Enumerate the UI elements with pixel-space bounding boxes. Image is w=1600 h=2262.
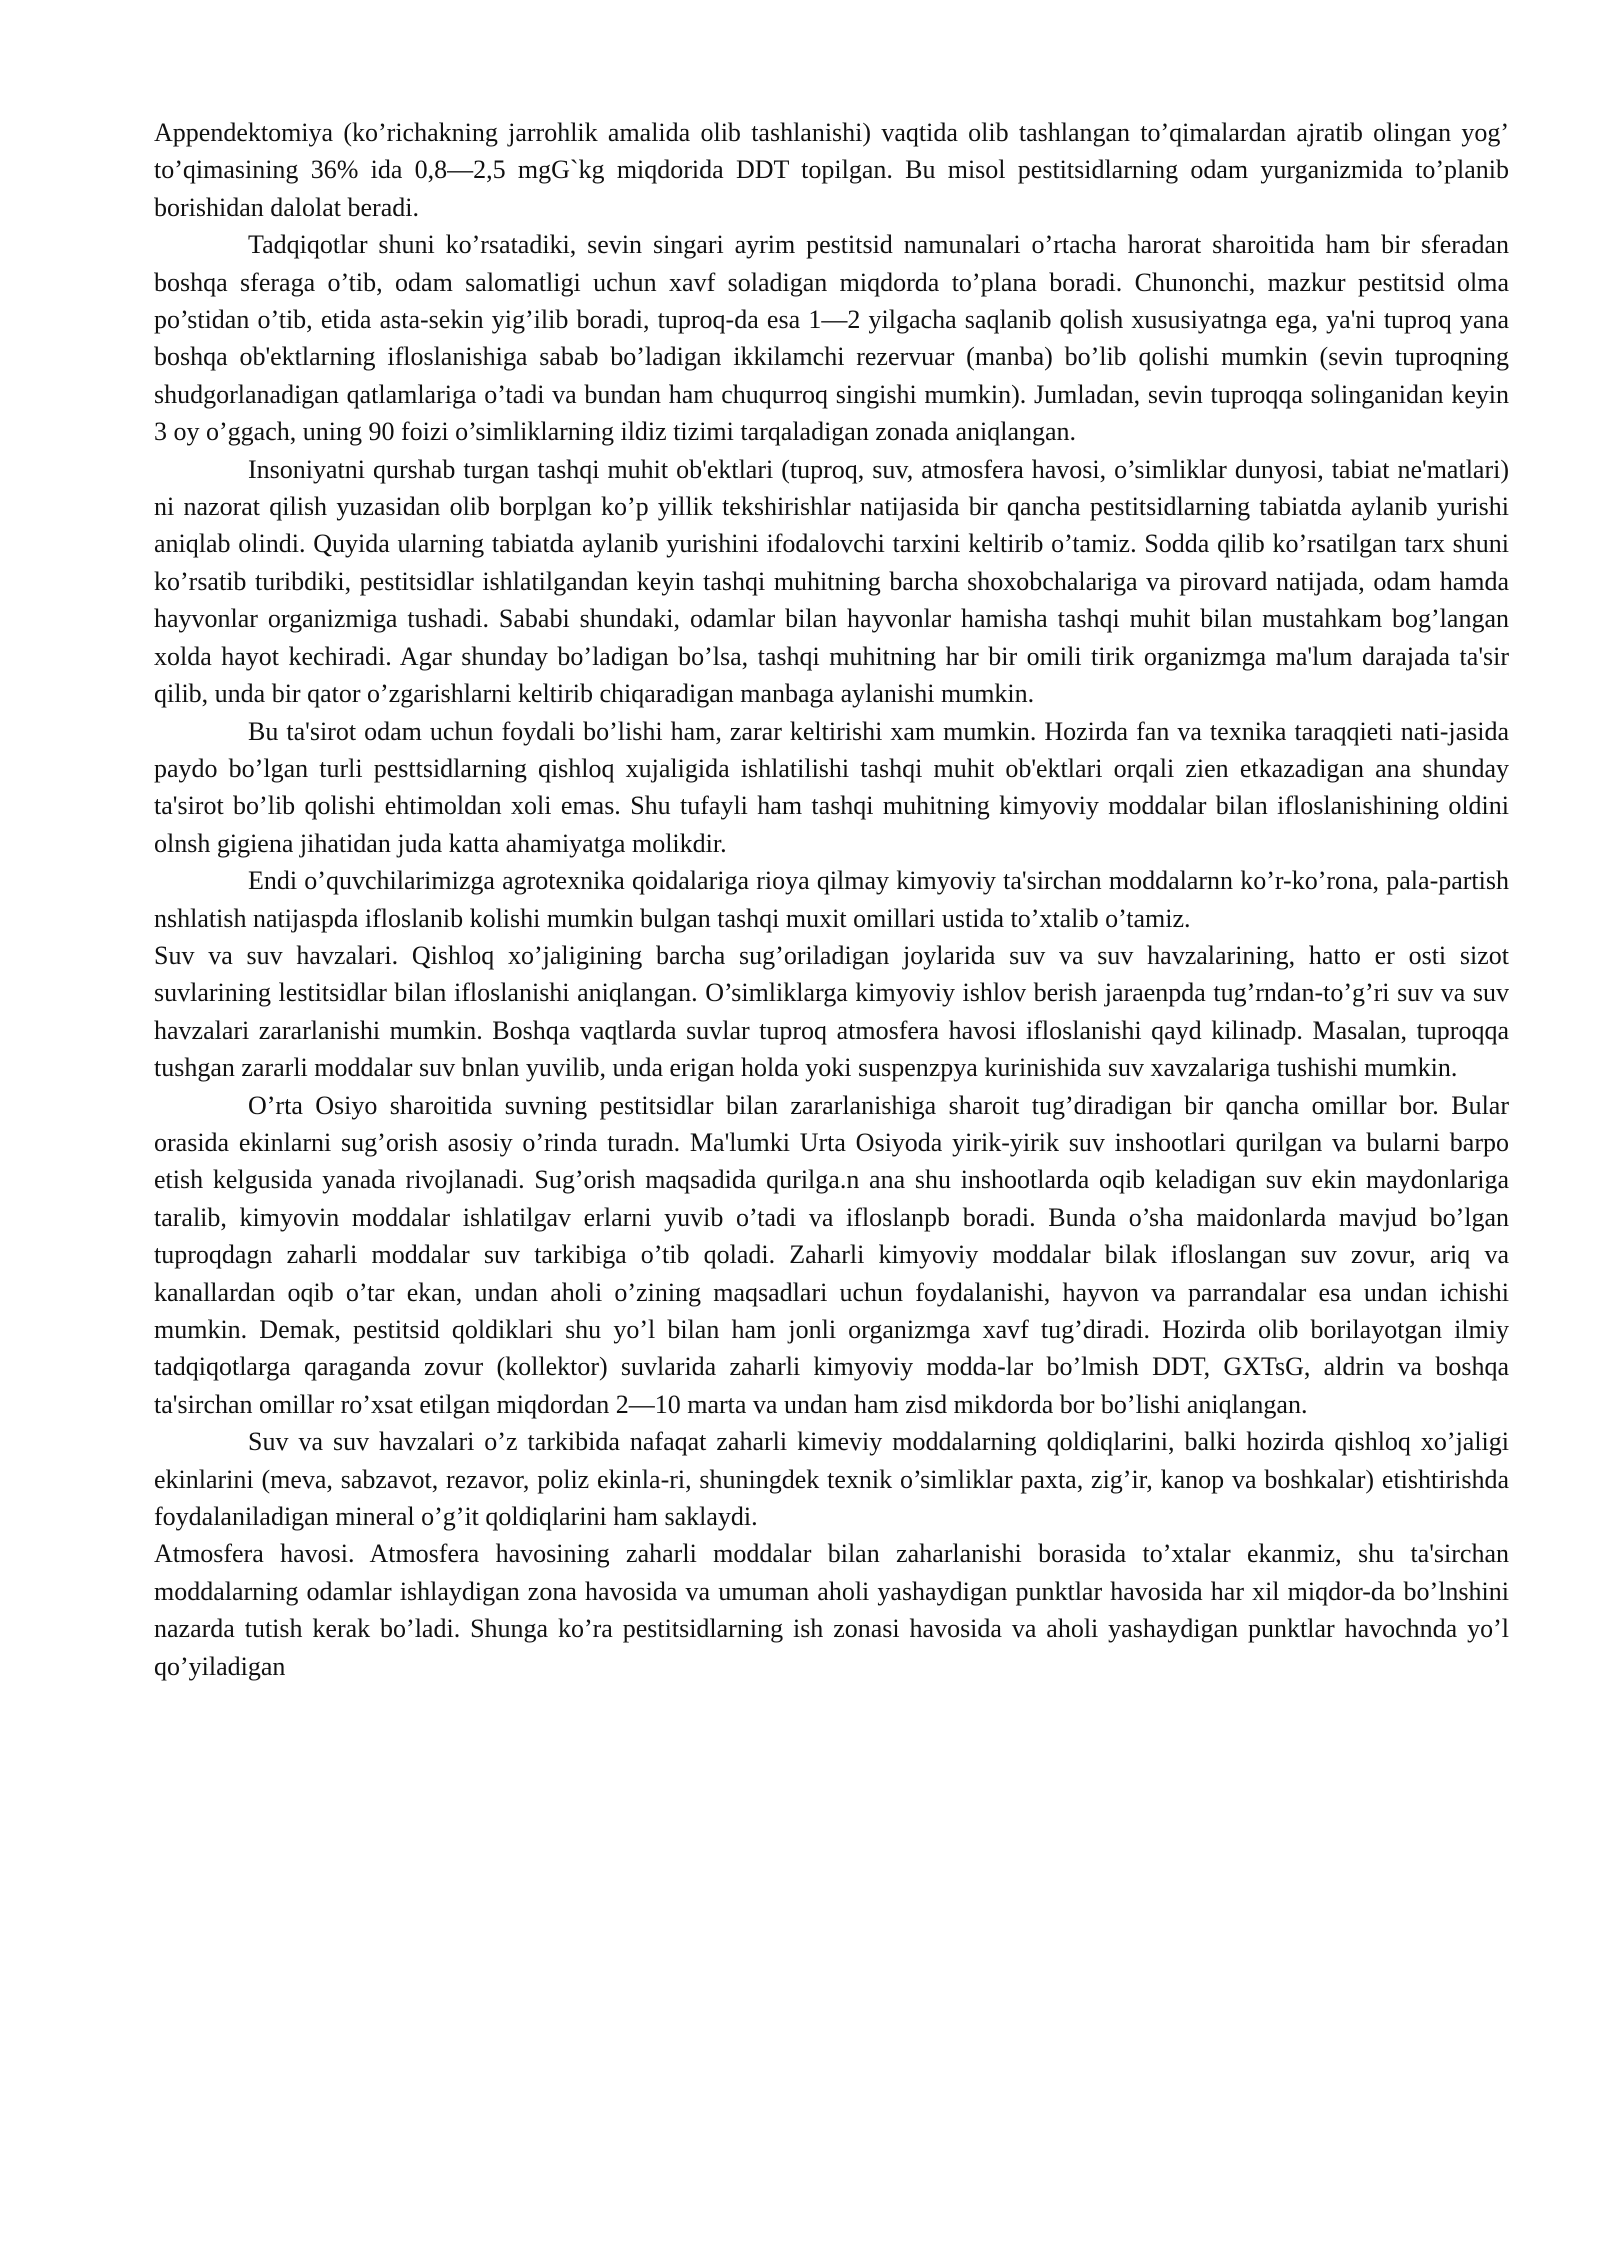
paragraph: Insoniyatni qurshab turgan tashqi muhit ob'ektlari (tuproq, suv, atmosfera havosi, o’simliklar dunyosi, tabiat ne'matlari) ni nazorat qilish yuzasidan olib borplgan ko’p yillik tekshirishlar natijasida bir qancha pestitsidlarning tabiatda aylanib yurishi aniqlab olindi. Quyida ularning tabiatda aylanib yurishini ifodalovchi tarxini keltirib o’tamiz. Sodda qilib ko’rsatilgan tarx shuni ko’rsatib turibdiki, pestitsidlar ishlatilgandan keyin tashqi muhitning barcha shoxobchalariga va pirovard natijada, odam hamda hayvonlar organizmiga tushadi. Sababi shundaki, odamlar bilan hayvonlar hamisha tashqi muhit bilan mustahkam bog’langan xolda hayot kechiradi. Agar shunday bo’ladigan bo’lsa, tashqi muhitning har bir omili tirik organizmga ma'lum darajada ta'sir qilib, unda bir qator o’zgarishlarni keltirib chiqaradigan manbaga aylanishi mumkin.	[154, 454, 1509, 709]
paragraph: Suv va suv havzalari o’z tarkibida nafaqat zaharli kimeviy moddalarning qoldiqlarini, balki hozirda qishloq xo’jaligi ekinlarini (meva, sabzavot, rezavor, poliz ekinla-ri, shuningdek texnik o’simliklar paxta, zig’ir, kanop va boshkalar) etishtirishda foydalaniladigan mineral o’g’it qoldiqlarini ham saklaydi.	[154, 1427, 1509, 1532]
paragraph: Endi o’quvchilarimizga agrotexnika qoidalariga rioya qilmay kimyoviy ta'sirchan moddalarnn ko’r-ko’rona, pala-partish nshlatish natijaspda ifloslanib kolishi mumkin bulgan tashqi muxit omillari ustida to’xtalib o’tamiz.	[154, 866, 1509, 933]
paragraph: Tadqiqotlar shuni ko’rsatadiki, sevin singari ayrim pestitsid namunalari o’rtacha harorat sharoitida ham bir sferadan boshqa sferaga o’tib, odam salomatligi uchun xavf soladigan miqdorda to’plana boradi. Chunonchi, mazkur pestitsid olma po’stidan o’tib, etida asta-sekin yig’ilib boradi, tuproq-da esa 1—2 yilgacha saqlanib qolish xususiyatnga ega, ya'ni tuproq yana boshqa ob'ektlarning ifloslanishiga sabab bo’ladigan ikkilamchi rezervuar (manba) bo’lib qolishi mumkin (sevin tuproqning shudgorlanadigan qatlamlariga o’tadi va bundan ham chuqurroq singishi mumkin). Jumladan, sevin tuproqqa solinganidan keyin 3 oy o’ggach, uning 90 foizi o’simliklarning ildiz tizimi tarqaladigan zonada aniqlangan.	[154, 230, 1509, 447]
paragraph: Appendektomiya (ko’richakning jarrohlik amalida olib tashlanishi) vaqtida olib tashlangan to’qimalardan ajratib olingan yog’ to’qimasining 36% ida 0,8—2,5 mgG`kg miqdorida DDT topilgan. Bu misol pestitsidlarning odam yurganizmida to’planib borishidan dalolat beradi.	[154, 118, 1509, 222]
section-paragraph-water: Suv va suv havzalari. Qishloq xo’jaligining barcha sug’oriladigan joylarida suv va suv havzalarining, hatto er osti sizot suvlarining lestitsidlar bilan ifloslanishi aniqlangan. O’simliklarga kimyoviy ishlov berish jaraenpda tug’rndan-to’g’ri suv va suv havzalari zararlanishi mumkin. Boshqa vaqtlarda suvlar tuproq atmosfera havosi ifloslanishi qayd kilinadp. Masalan, tuproqqa tushgan zararli moddalar suv bnlan yuvilib, unda erigan holda yoki suspenzpya kurinishida suv xavzalariga tushishi mumkin.	[154, 940, 1509, 1083]
section-paragraph-atmosphere: Atmosfera havosi. Atmosfera havosining zaharli moddalar bilan zaharlanishi borasida to’xtalar ekanmiz, shu ta'sirchan moddalarning odamlar ishlaydigan zona havosida va umuman aholi yashaydigan punktlar havosida har xil miqdor-da bo’lnshini nazarda tutish kerak bo’ladi. Shunga ko’ra pestitsidlarning ish zonasi havosida va aholi yashaydigan punktlar havochnda yo’l qo’yiladigan	[154, 1539, 1509, 1681]
paragraph: Bu ta'sirot odam uchun foydali bo’lishi ham, zarar keltirishi xam mumkin. Hozirda fan va texnika taraqqieti nati-jasida paydo bo’lgan turli pesttsidlarning qishloq xujaligida ishlatilishi tashqi muhit ob'ektlari orqali zien etkazadigan ana shunday ta'sirot bo’lib qolishi ehtimoldan xoli emas. Shu tufayli ham tashqi muhitning kimyoviy moddalar bilan ifloslanishining oldini olnsh gigiena jihatidan juda katta ahamiyatga molikdir.	[154, 716, 1509, 858]
document-page	[154, 114, 1509, 1685]
paragraph: O’rta Osiyo sharoitida suvning pestitsidlar bilan zararlanishiga sharoit tug’diradigan bir qancha omillar bor. Bular orasida ekinlarni sug’orish asosiy o’rinda turadn. Ma'lumki Urta Osiyoda yirik-yirik suv inshootlari qurilgan va bularni barpo etish kelgusida yanada rivojlanadi. Sug’orish maqsadida qurilga.n ana shu inshootlarda oqib keladigan suv ekin maydonlariga taralib, kimyovin moddalar ishlatilgav erlarni yuvib o’tadi va ifloslanpb boradi. Bunda o’sha maidonlarda mavjud bo’lgan tuproqdagn zaharli moddalar suv tarkibiga o’tib qoladi. Zaharli kimyoviy moddalar bilak ifloslangan suv zovur, ariq va kanallardan oqib o’tar ekan, undan aholi o’zining maqsadlari uchun foydalanishi, hayvon va parrandalar esa undan ichishi mumkin. Demak, pestitsid qoldiklari shu yo’l bilan ham jonli organizmga xavf tug’diradi. Hozirda olib borilayotgan ilmiy tadqiqotlarga qaraganda zovur (kollektor) suvlarida zaharli kimyoviy modda-lar bo’lmish DDT, GXTsG, aldrin va boshqa ta'sirchan omillar ro’xsat etilgan miqdordan 2—10 marta va undan ham zisd mikdorda bor bo’lishi aniqlangan.	[154, 1090, 1509, 1419]
